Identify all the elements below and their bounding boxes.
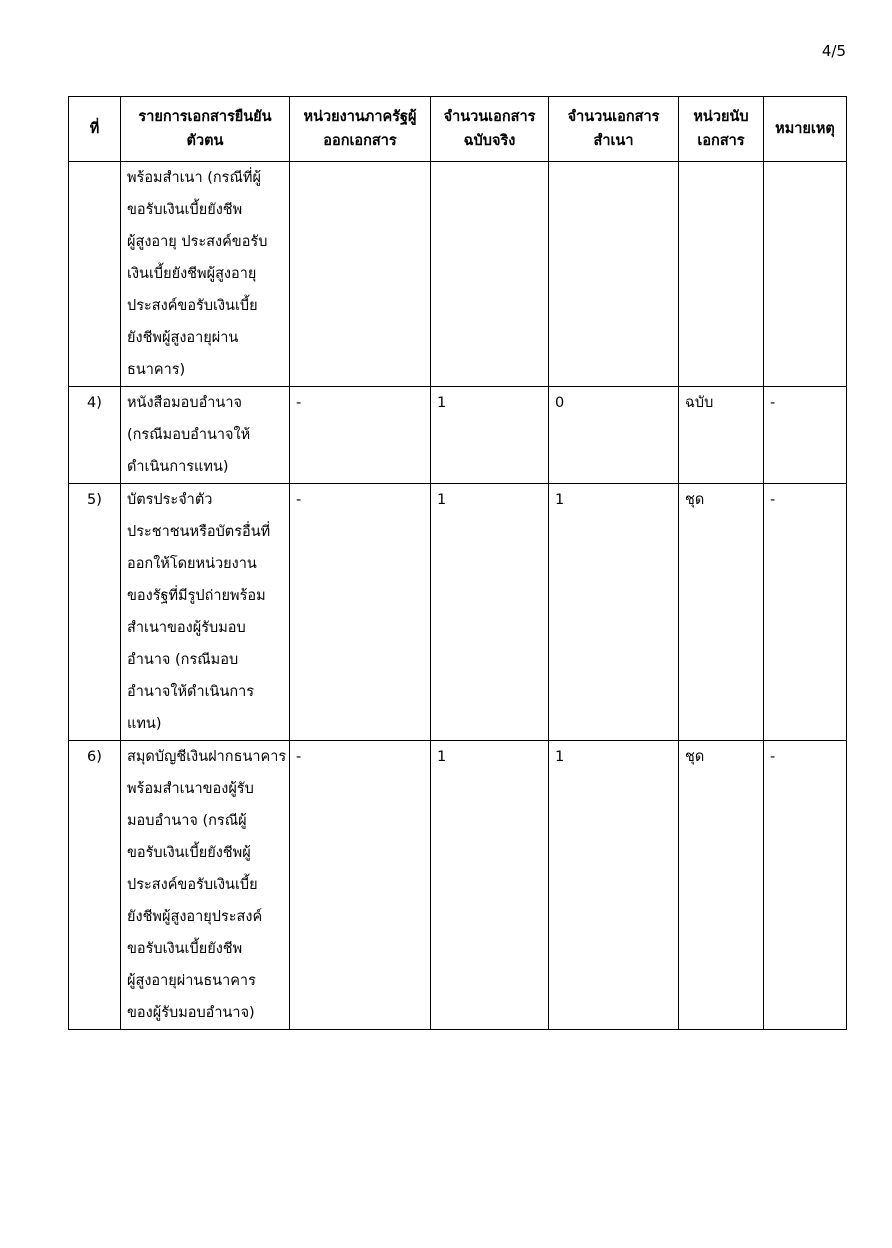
page-number: 4/5 xyxy=(821,42,846,60)
document-description-line: ประสงค์ขอรับเงินเบี้ย xyxy=(127,298,258,314)
document-description-line: ขอรับเงินเบี้ยยังชีพ xyxy=(127,202,243,218)
document-description-line: ของผู้รับมอบอำนาจ) xyxy=(127,1005,255,1021)
document-description-line: ของรัฐที่มีรูปถ่ายพร้อม xyxy=(127,588,266,604)
issuing-agency: - xyxy=(290,484,431,741)
note: - xyxy=(764,387,847,484)
header-agency: หน่วยงานภาครัฐผู้ ออกเอกสาร xyxy=(290,97,431,162)
document-description-line: บัตรประจำตัว xyxy=(127,492,213,508)
document-description xyxy=(121,162,290,387)
document-unit xyxy=(679,162,764,387)
document-description-line: (กรณีมอบอำนาจให้ xyxy=(127,427,251,443)
document-description xyxy=(121,484,290,741)
row-number xyxy=(69,162,121,387)
document-description-line: พร้อมสำเนา (กรณีที่ผู้ xyxy=(127,170,261,186)
header-copy-count: จำนวนเอกสาร สำเนา xyxy=(549,97,679,162)
header-document: รายการเอกสารยืนยัน ตัวตน xyxy=(121,97,290,162)
copy-count: 1 xyxy=(549,484,679,741)
document-description-line: ขอรับเงินเบี้ยยังชีพ xyxy=(127,941,243,957)
document-description-line: ประชาชนหรือบัตรอื่นที่ xyxy=(127,524,271,540)
note xyxy=(764,162,847,387)
header-unit: หน่วยนับ เอกสาร xyxy=(679,97,764,162)
copy-count xyxy=(549,162,679,387)
note: - xyxy=(764,484,847,741)
document-description-line: ธนาคาร) xyxy=(127,362,186,378)
document-unit: ชุด xyxy=(679,484,764,741)
copy-count: 0 xyxy=(549,387,679,484)
note: - xyxy=(764,741,847,1030)
table-row xyxy=(69,162,847,387)
row-number: 5) xyxy=(69,484,121,741)
original-count xyxy=(431,162,549,387)
document-description-line: หนังสือมอบอำนาจ xyxy=(127,395,242,411)
document-description-line: ยังชีพผู้สูงอายุผ่าน xyxy=(127,330,239,346)
header-original-count: จำนวนเอกสาร ฉบับจริง xyxy=(431,97,549,162)
document-description-line: ออกให้โดยหน่วยงาน xyxy=(127,556,257,572)
document-description-line: อำนาจให้ดำเนินการ xyxy=(127,684,255,700)
document-description-line: ยังชีพผู้สูงอายุประสงค์ xyxy=(127,909,263,925)
document-description-line: สมุดบัญชีเงินฝากธนาคาร xyxy=(127,749,287,765)
document-description-line: ประสงค์ขอรับเงินเบี้ย xyxy=(127,877,258,893)
copy-count: 1 xyxy=(549,741,679,1030)
header-no: ที่ xyxy=(69,97,121,162)
document-description-line: แทน) xyxy=(127,716,162,732)
document-description-line: พร้อมสำเนาของผู้รับ xyxy=(127,781,254,797)
table-row xyxy=(69,741,847,1030)
row-number: 6) xyxy=(69,741,121,1030)
row-number: 4) xyxy=(69,387,121,484)
issuing-agency: - xyxy=(290,741,431,1030)
document-description-line: ขอรับเงินเบี้ยยังชีพผู้ xyxy=(127,845,251,861)
original-count: 1 xyxy=(431,387,549,484)
issuing-agency xyxy=(290,162,431,387)
document-description-line: ผู้สูงอายุผ่านธนาคาร xyxy=(127,973,256,989)
document-description-line: สำเนาของผู้รับมอบ xyxy=(127,620,246,636)
table-row xyxy=(69,484,847,741)
document-unit: ฉบับ xyxy=(679,387,764,484)
document-description-line: ดำเนินการแทน) xyxy=(127,459,229,475)
document-unit: ชุด xyxy=(679,741,764,1030)
table-row xyxy=(69,387,847,484)
issuing-agency: - xyxy=(290,387,431,484)
original-count: 1 xyxy=(431,741,549,1030)
document-description-line: เงินเบี้ยยังชีพผู้สูงอายุ xyxy=(127,266,257,282)
table-header-row xyxy=(69,97,847,162)
document-description xyxy=(121,387,290,484)
document-description-line: อำนาจ (กรณีมอบ xyxy=(127,652,239,668)
original-count: 1 xyxy=(431,484,549,741)
document-requirements-table xyxy=(68,96,847,1030)
header-note: หมายเหตุ xyxy=(764,97,847,162)
document-description-line: มอบอำนาจ (กรณีผู้ xyxy=(127,813,247,829)
document-description-line: ผู้สูงอายุ ประสงค์ขอรับ xyxy=(127,234,268,250)
document-description xyxy=(121,741,290,1030)
